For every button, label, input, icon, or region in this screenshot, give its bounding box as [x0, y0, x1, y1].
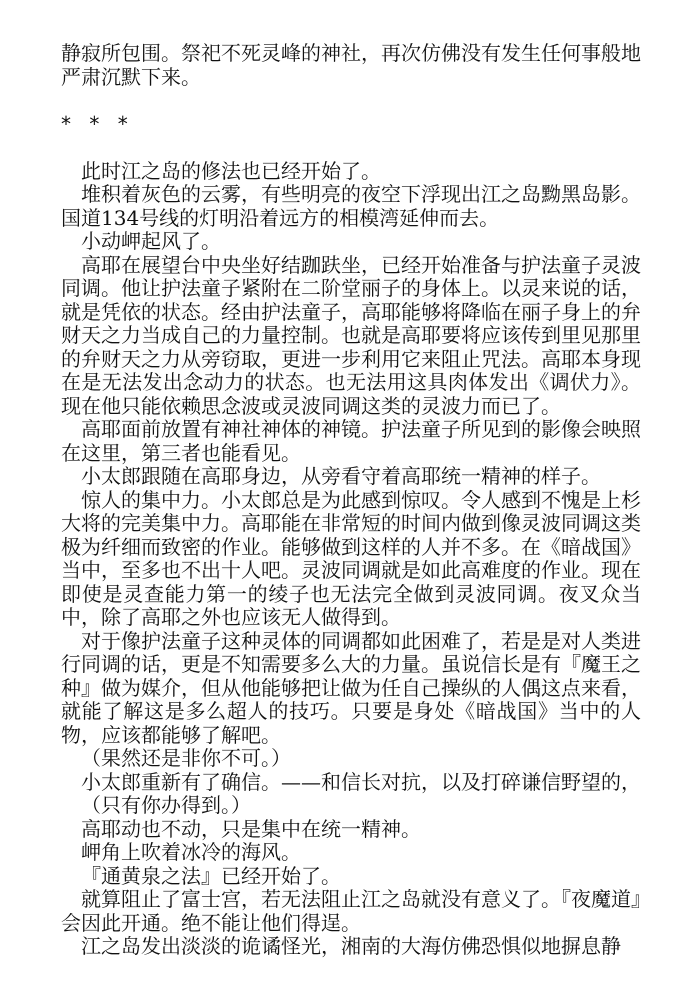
- blank-line: [61, 136, 641, 160]
- paragraph: 江之岛发出淡淡的诡谲怪光，湘南的大海仿佛恐惧似地摒息静: [81, 934, 621, 958]
- paragraph: （果然还是非你不可。）: [81, 746, 291, 770]
- paragraph: 高耶面前放置有神社神体的神镜。护法童子所见到的影像会映照在这里，第三者也能看见。: [61, 417, 641, 465]
- paragraph: 高耶动也不动，只是集中在统一精神。: [81, 816, 421, 841]
- paragraph: 静寂所包围。祭祀不死灵峰的神社，再次仿佛没有发生任何事般地严肃沉默下来。: [61, 41, 641, 89]
- paragraph: 此时江之岛的修法也已经开始了。: [81, 158, 381, 183]
- section-separator: * * *: [61, 111, 134, 136]
- paragraph: 对于像护法童子这种灵体的同调都如此困难了，若是是对人类进行同调的话，更是不知需要多么大的力量。虽说信长是有『魔王之种』做为媒介，但从他能够把让做为任自己操纵的人偶这点来看，就能了解这是多么超人的技巧。只要是身处《暗战国》当中的人物，应该都能够了解吧。: [61, 628, 641, 747]
- paragraph: 岬角上吹着冰冷的海风。: [81, 840, 301, 864]
- paragraph: 小太郎跟随在高耶身边，从旁看守着高耶统一精神的样子。: [81, 464, 601, 488]
- paragraph: 就算阻止了富士宫，若无法阻止江之岛就没有意义了。『夜魔道』会因此开通。绝不能让他们得逞。: [61, 887, 641, 935]
- blank-line: [61, 89, 641, 113]
- paragraph: 小动岬起风了。: [81, 229, 221, 253]
- paragraph: 堆积着灰色的云雾，有些明亮的夜空下浮现出江之岛黝黑岛影。国道134号线的灯明沿着远方的相模湾延伸而去。: [61, 182, 641, 230]
- paragraph: 高耶在展望台中央坐好结跏趺坐，已经开始准备与护法童子灵波同调。他让护法童子紧附在二阶堂丽子的身体上。以灵来说的话，就是凭依的状态。经由护法童子，高耶能够将降临在丽子身上的弁财天之力当成自己的力量控制。也就是高耶要将应该传到里见那里的弁财天之力从旁窃取，更进一步利用它来阻止咒法。高耶本身现在是无法发出念动力的状态。也无法用这具肉体发出《调伏力》。现在他只能依赖思念波或灵波同调这类的灵波力而已了。: [61, 252, 641, 418]
- document-body: [61, 42, 641, 959]
- paragraph: 『通黄泉之法』已经开始了。: [81, 863, 341, 888]
- paragraph: （只有你办得到。）: [81, 793, 251, 817]
- paragraph: 小太郎重新有了确信。——和信长对抗，以及打碎谦信野望的，: [81, 769, 641, 794]
- paragraph: 惊人的集中力。小太郎总是为此感到惊叹。令人感到不愧是上杉大将的完美集中力。高耶能在非常短的时间内做到像灵波同调这类极为纤细而致密的作业。能够做到这样的人并不多。在《暗战国》当中，至多也不出十人吧。灵波同调就是如此高难度的作业。现在即使是灵查能力第一的绫子也无法完全做到灵波同调。夜叉众当中，除了高耶之外也应该无人做得到。: [61, 487, 641, 629]
